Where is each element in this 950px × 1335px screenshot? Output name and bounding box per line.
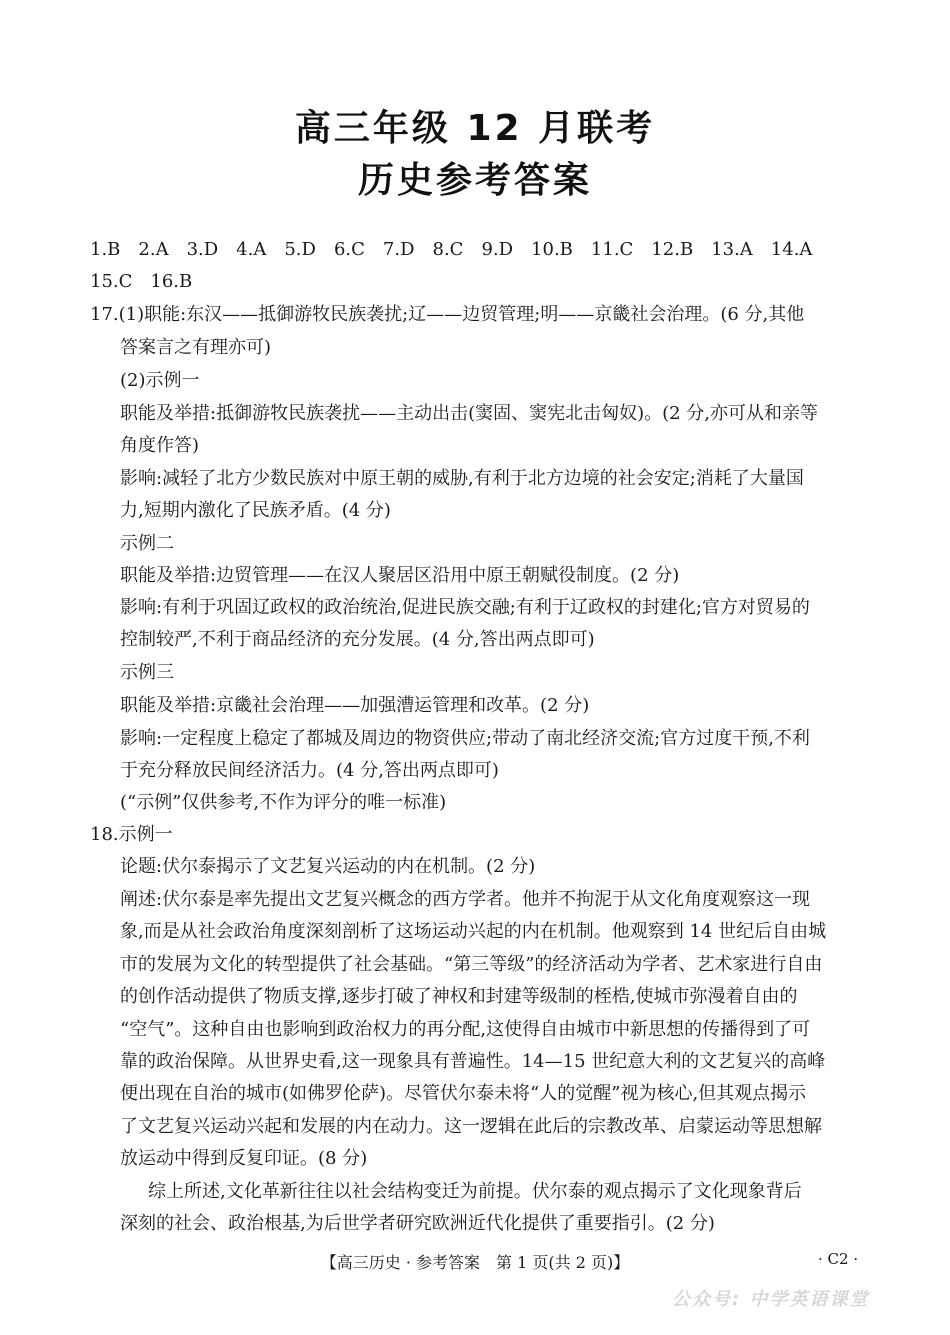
answer-line: 示例三 [120, 662, 174, 683]
answer-line: 市的发展为文化的转型提供了社会基础。“第三等级”的经济活动为学者、艺术家进行自由 [120, 954, 823, 975]
answer-line: 便出现在自治的城市(如佛罗伦萨)。尽管伏尔泰未将“人的觉醒”视为核心,但其观点揭示 [120, 1083, 807, 1104]
answer-line: 力,短期内激化了民族矛盾。(4 分) [120, 500, 391, 521]
answer-line: “空气”。这种自由也影响到政治权力的再分配,这使得自由城市中新思想的传播得到了可 [120, 1019, 811, 1040]
answer-line: 答案言之有理亦可) [120, 337, 272, 358]
footer-code: · C2 · [818, 1250, 859, 1268]
answer-line: (2)示例一 [120, 370, 200, 391]
answer-line-note: (“示例”仅供参考,不作为评分的唯一标准) [120, 792, 447, 813]
answer-line: 职能及举措:京畿社会治理——加强漕运管理和改革。(2 分) [120, 695, 590, 716]
answer-line: 影响:减轻了北方少数民族对中原王朝的威胁,有利于北方边境的社会安定;消耗了大量国 [120, 468, 804, 489]
answer-line: 深刻的社会、政治根基,为后世学者研究欧洲近代化提供了重要指引。(2 分) [120, 1213, 715, 1234]
answer-line: 控制较严,不利于商品经济的充分发展。(4 分,答出两点即可) [120, 629, 595, 650]
answer-line: 论题:伏尔泰揭示了文艺复兴运动的内在机制。(2 分) [120, 856, 536, 877]
answer-line: 影响:有利于巩固辽政权的政治统治,促进民族交融;有利于辽政权的封建化;官方对贸易的 [120, 597, 810, 618]
answer-line: 了文艺复兴运动兴起和发展的内在动力。这一逻辑在此后的宗教改革、启蒙运动等思想解 [120, 1116, 822, 1137]
answer-line: 放运动中得到反复印证。(8 分) [120, 1148, 368, 1169]
answer-line: 角度作答) [120, 435, 200, 456]
answer-line-summary: 综上所述,文化革新往往以社会结构变迁为前提。伏尔泰的观点揭示了文化现象背后 [148, 1181, 802, 1202]
answer-line: 职能及举措:抵御游牧民族袭扰——主动出击(窦固、窦宪北击匈奴)。(2 分,亦可从和亲等 [120, 403, 819, 424]
answer-line-17-1: 17.(1)职能:东汉——抵御游牧民族袭扰;辽——边贸管理;明——京畿社会治理。(6 分,其他 [90, 304, 805, 325]
answer-line: 示例二 [120, 533, 174, 554]
answer-line: 的创作活动提供了物质支撑,逐步打破了神权和封建等级制的桎梏,使城市弥漫着自由的 [120, 986, 798, 1007]
answer-line-choices-1: 1.B 2.A 3.D 4.A 5.D 6.C 7.D 8.C 9.D 10.B 11.C 12.B 13.A 14.A [90, 239, 813, 260]
answer-line: 靠的政治保障。从世界史看,这一现象具有普遍性。14—15 世纪意大利的文艺复兴的高峰 [120, 1051, 826, 1072]
answer-line-choices-2: 15.C 16.B [90, 271, 193, 292]
answer-line: 象,而是从社会政治角度深刻剖析了这场运动兴起的内在机制。他观察到 14 世纪后自由城 [120, 921, 827, 942]
answer-line: 职能及举措:边贸管理——在汉人聚居区沿用中原王朝赋役制度。(2 分) [120, 565, 680, 586]
title-line-1: 高三年级 12 月联考 [294, 108, 656, 149]
answer-line: 影响:一定程度上稳定了都城及周边的物资供应;带动了南北经济交流;官方过度干预,不利 [120, 728, 810, 749]
watermark: 公众号: 中学英语课堂 [672, 1289, 870, 1310]
answer-line: 阐述:伏尔泰是率先提出文艺复兴概念的西方学者。他并不拘泥于从文化角度观察这一现 [120, 889, 811, 910]
page-footer: 【高三历史 · 参考答案 第 1 页(共 2 页)】 [320, 1253, 630, 1272]
answer-line-18: 18.示例一 [90, 824, 173, 845]
answer-line: 于充分释放民间经济活力。(4 分,答出两点即可) [120, 760, 499, 781]
title-line-2: 历史参考答案 [357, 160, 592, 201]
